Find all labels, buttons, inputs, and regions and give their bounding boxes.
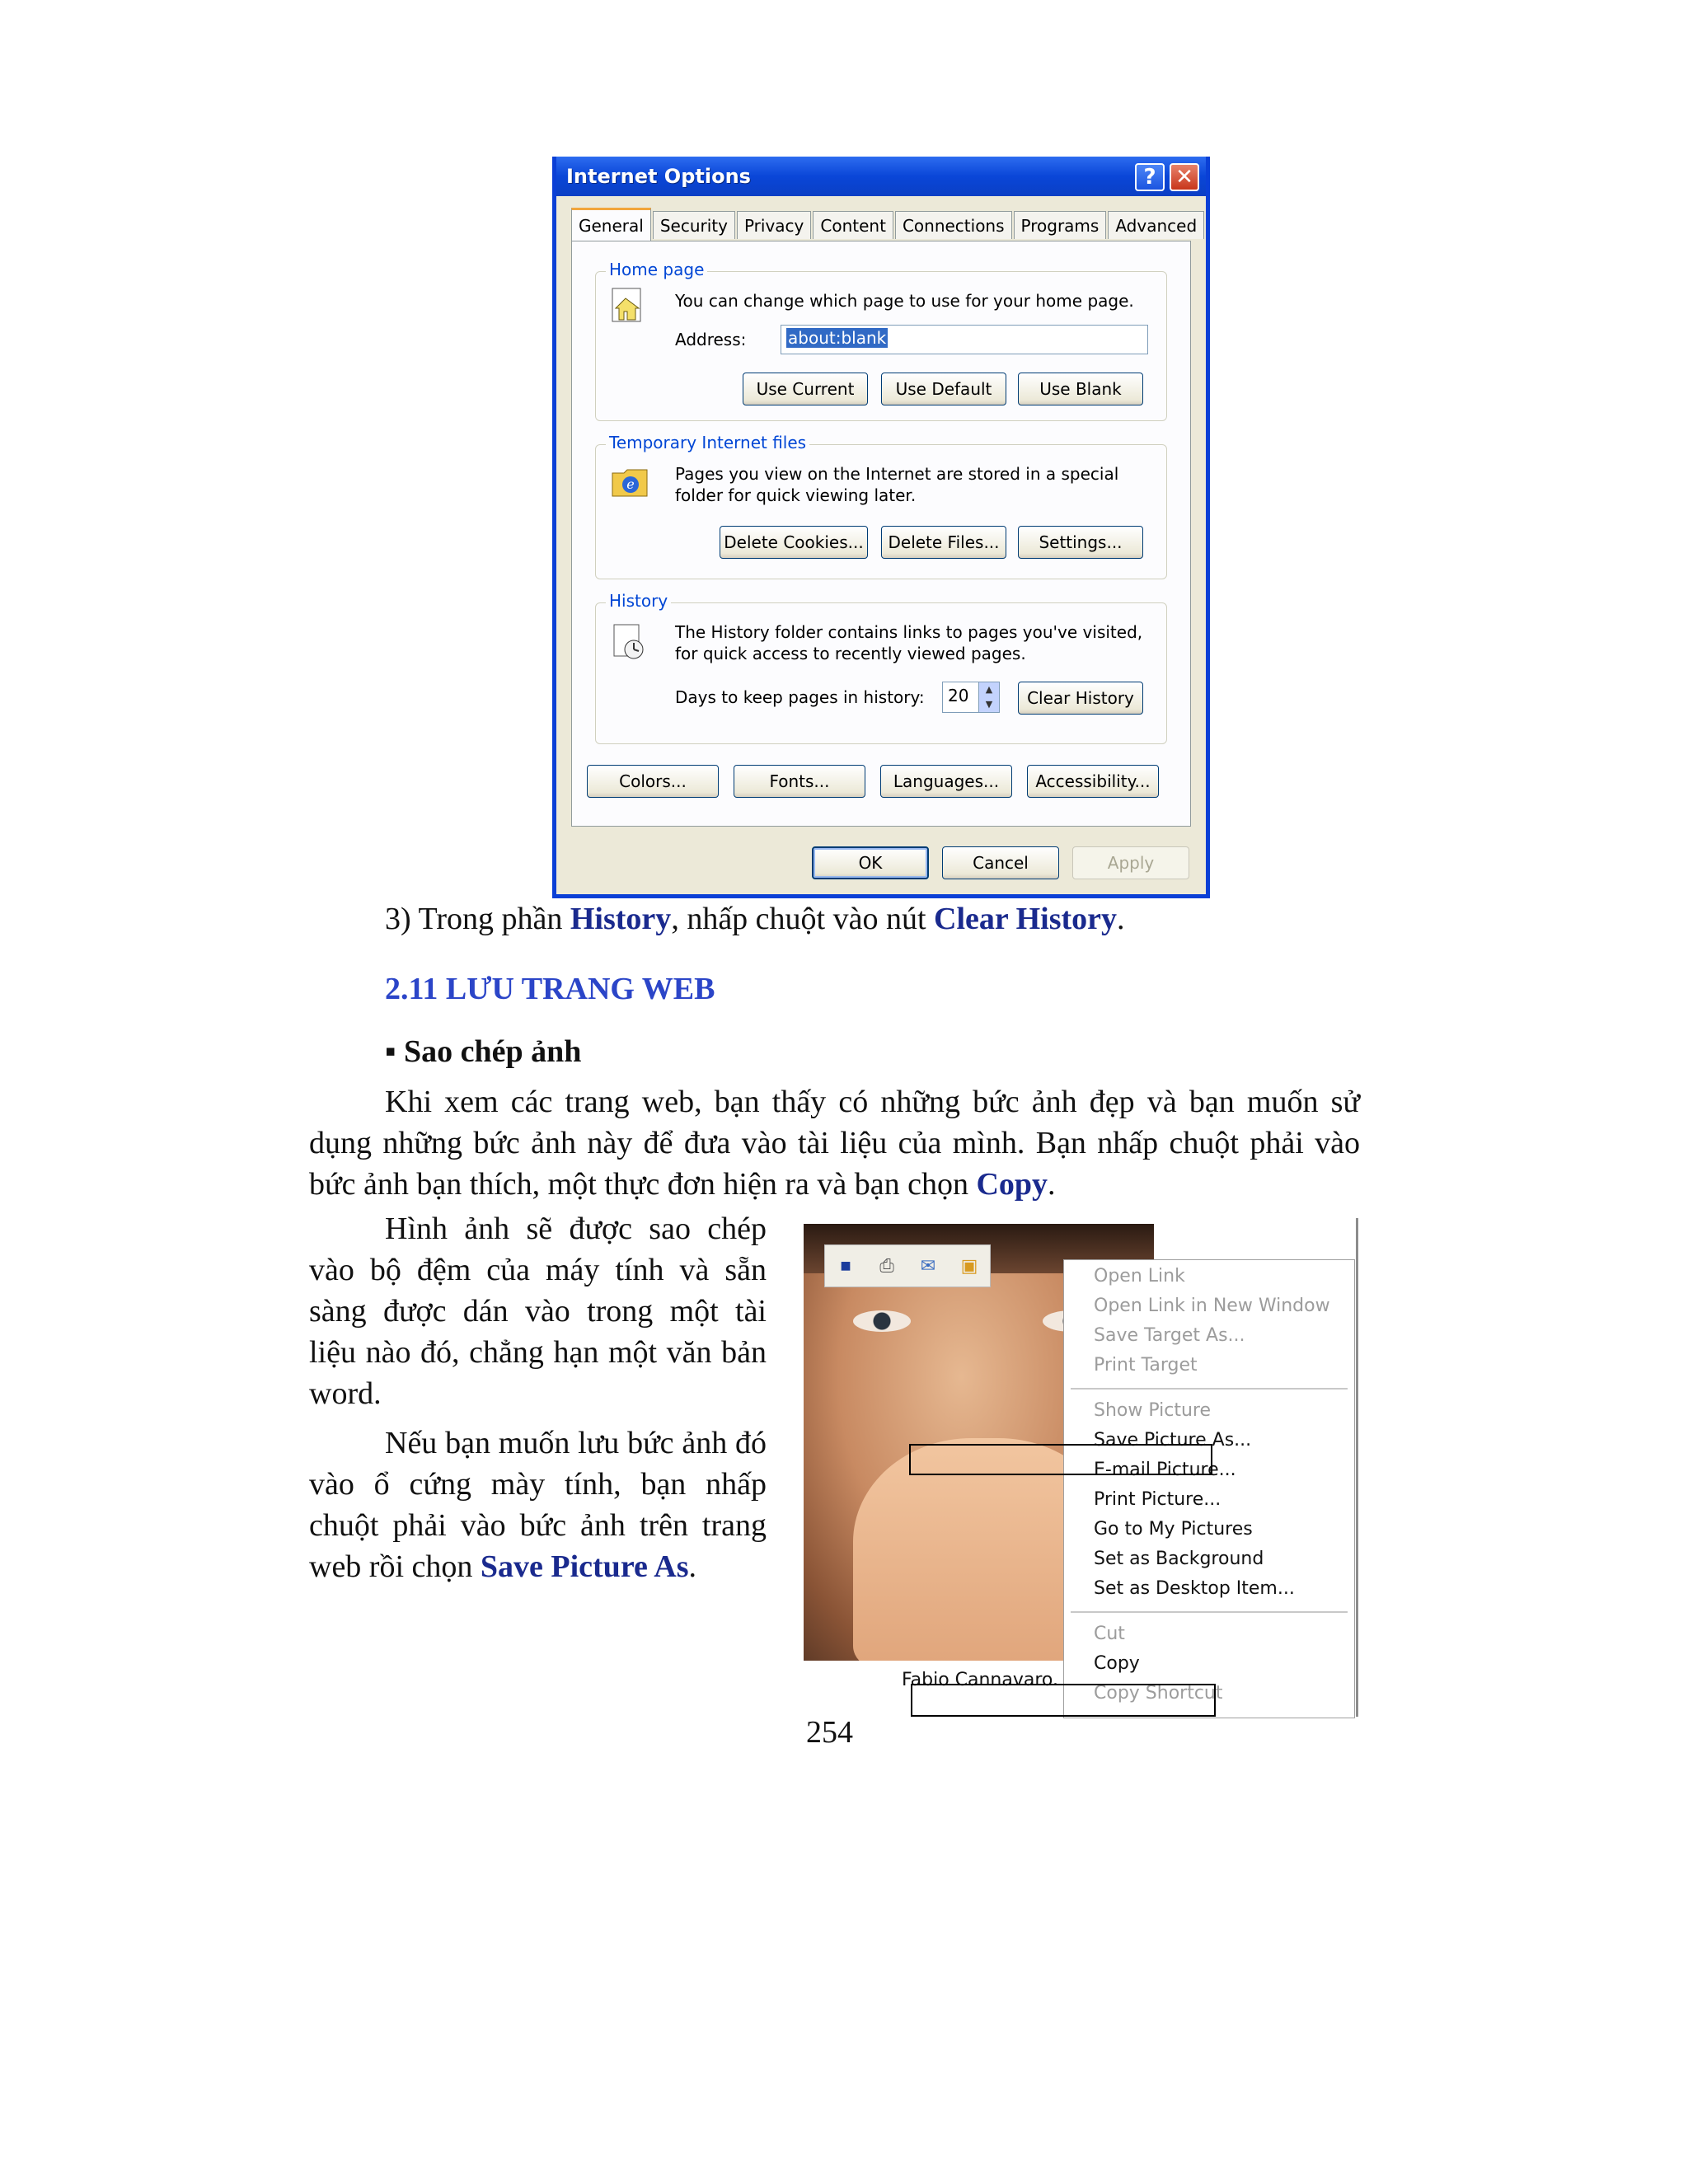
- email-icon[interactable]: ✉: [920, 1255, 936, 1276]
- ie-folder-icon: [611, 462, 649, 499]
- temp-files-group: [595, 433, 1167, 579]
- tab-general[interactable]: General: [571, 208, 651, 241]
- menu-print-target[interactable]: Print Target: [1094, 1355, 1198, 1376]
- dialog-titlebar[interactable]: [556, 157, 1206, 196]
- save-icon[interactable]: ■: [840, 1255, 851, 1276]
- svg-text:e: e: [626, 476, 635, 492]
- history-label: History: [606, 591, 671, 611]
- use-blank-button[interactable]: Use Blank: [1018, 373, 1143, 405]
- tab-advanced[interactable]: Advanced: [1108, 211, 1204, 239]
- delete-files-button[interactable]: Delete Files...: [881, 526, 1006, 559]
- my-pictures-icon[interactable]: ▣: [960, 1255, 978, 1276]
- dialog-body: [556, 196, 1206, 894]
- address-label: Address:: [675, 330, 747, 349]
- menu-separator: [1071, 1388, 1348, 1390]
- apply-button[interactable]: Apply: [1072, 846, 1189, 879]
- photo-eye-left: [853, 1310, 911, 1332]
- menu-print-picture[interactable]: Print Picture...: [1094, 1489, 1221, 1510]
- clear-history-term: Clear History: [934, 902, 1118, 936]
- print-icon[interactable]: ⎙: [879, 1255, 894, 1276]
- clear-history-button[interactable]: Clear History: [1018, 682, 1143, 715]
- photo-caption: Fabio Cannavaro.: [902, 1670, 1058, 1690]
- days-label: Days to keep pages in history:: [675, 687, 925, 707]
- menu-email-picture[interactable]: E-mail Picture...: [1094, 1460, 1236, 1480]
- general-tab-panel: [571, 241, 1191, 827]
- address-value: about:blank: [788, 328, 887, 348]
- history-group: [595, 591, 1167, 744]
- menu-copy-shortcut[interactable]: Copy Shortcut: [1094, 1683, 1223, 1704]
- menu-go-to-my-pictures[interactable]: Go to My Pictures: [1094, 1519, 1253, 1540]
- history-description: The History folder contains links to pages you've visited, for quick access to recently viewed pages.: [675, 622, 1143, 663]
- save-picture-as-term: Save Picture As: [480, 1549, 689, 1584]
- dialog-title: Internet Options: [566, 165, 751, 188]
- copy-term: Copy: [976, 1167, 1048, 1202]
- paragraph-2: Hình ảnh sẽ được sao chép vào bộ đệm của máy tính và sẵn sàng được dán vào trong một tài liệu nào đó, chẳng hạn một văn bản word.: [309, 1212, 767, 1411]
- history-clock-icon: [611, 623, 649, 661]
- tab-strip: [571, 208, 1206, 241]
- menu-copy[interactable]: Copy: [1094, 1653, 1140, 1674]
- internet-options-dialog: [552, 157, 1210, 898]
- callout-copy: [911, 1684, 1216, 1717]
- history-term: History: [570, 902, 672, 936]
- days-value: 20: [948, 686, 969, 705]
- section-heading: 2.11 LƯU TRANG WEB: [385, 972, 715, 1006]
- accessibility-button[interactable]: Accessibility...: [1027, 765, 1159, 798]
- menu-set-as-desktop-item[interactable]: Set as Desktop Item...: [1094, 1578, 1295, 1599]
- menu-cut[interactable]: Cut: [1094, 1624, 1125, 1644]
- close-button[interactable]: [1170, 163, 1199, 191]
- menu-save-picture-as[interactable]: Save Picture As...: [1094, 1430, 1252, 1451]
- image-toolbar: [824, 1244, 991, 1287]
- menu-set-as-background[interactable]: Set as Background: [1094, 1549, 1264, 1569]
- help-icon: ?: [1143, 165, 1156, 190]
- step-3-text: 3) Trong phần History, nhấp chuột vào nút Clear History.: [385, 902, 1125, 936]
- languages-button[interactable]: Languages...: [880, 765, 1012, 798]
- cancel-button[interactable]: Cancel: [942, 846, 1059, 879]
- menu-show-picture[interactable]: Show Picture: [1094, 1400, 1212, 1421]
- colors-button[interactable]: Colors...: [587, 765, 719, 798]
- menu-separator: [1071, 1611, 1348, 1613]
- tab-security[interactable]: Security: [653, 211, 735, 239]
- temp-files-description: Pages you view on the Internet are stored in a special folder for quick viewing later.: [675, 464, 1119, 505]
- page-number: 254: [806, 1715, 853, 1750]
- help-button[interactable]: [1135, 163, 1165, 191]
- settings-button[interactable]: Settings...: [1018, 526, 1143, 559]
- address-input[interactable]: [781, 325, 1148, 354]
- fonts-button[interactable]: Fonts...: [734, 765, 865, 798]
- screenshot-border: [1356, 1218, 1358, 1717]
- menu-open-link[interactable]: Open Link: [1094, 1266, 1185, 1286]
- tab-content[interactable]: Content: [813, 211, 893, 239]
- spinner-arrows-icon[interactable]: ▲ ▼: [978, 682, 999, 712]
- temp-files-label: Temporary Internet files: [606, 433, 809, 452]
- use-current-button[interactable]: Use Current: [743, 373, 868, 405]
- close-icon: ✕: [1175, 165, 1193, 190]
- tab-privacy[interactable]: Privacy: [737, 211, 811, 239]
- context-menu: [1063, 1259, 1355, 1718]
- home-page-description: You can change which page to use for your home page.: [675, 291, 1134, 311]
- paragraph-3: Nếu bạn muốn lưu bức ảnh đó vào ổ cứng mày tính, bạn nhấp chuột phải vào bức ảnh trên trang web rồi chọn Save Picture As.: [309, 1426, 767, 1584]
- home-page-group: [595, 260, 1167, 421]
- tab-programs[interactable]: Programs: [1014, 211, 1107, 239]
- callout-save-picture-as: [909, 1444, 1212, 1475]
- ok-button[interactable]: OK: [812, 846, 929, 879]
- use-default-button[interactable]: Use Default: [881, 373, 1006, 405]
- menu-open-link-new-window[interactable]: Open Link in New Window: [1094, 1296, 1330, 1316]
- subsection-heading: ▪ Sao chép ảnh: [385, 1034, 582, 1069]
- paragraph-1: Khi xem các trang web, bạn thấy có những bức ảnh đẹp và bạn muốn sử dụng những bức ảnh này để đưa vào tài liệu của mình. Bạn nhấp chuột phải vào bức ảnh bạn thích, một thực đơn hiện ra và bạn chọn Copy.: [309, 1085, 1360, 1202]
- delete-cookies-button[interactable]: Delete Cookies...: [720, 526, 868, 559]
- days-spinner[interactable]: [942, 682, 1000, 713]
- home-page-label: Home page: [606, 260, 707, 279]
- menu-save-target-as[interactable]: Save Target As...: [1094, 1325, 1245, 1346]
- home-page-icon: [611, 287, 649, 325]
- tab-connections[interactable]: Connections: [895, 211, 1012, 239]
